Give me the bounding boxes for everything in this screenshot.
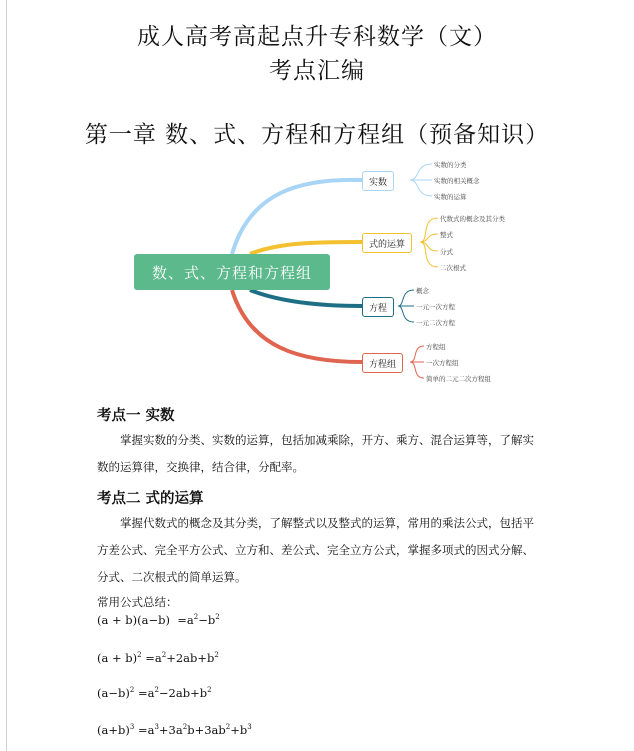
section1-heading: 考点一 实数 — [97, 408, 175, 424]
sub-connectors-shi — [420, 218, 438, 267]
branch-fangcheng: 方程 — [362, 297, 394, 317]
formulas-label: 常用公式总结： — [97, 595, 178, 609]
formula-4: $(a+b)^3 =a^3+3a^2b+3ab^2+b^3$ — [97, 723, 252, 737]
leaf-fangchengzu-2: 一次方程组 — [426, 359, 459, 367]
leaf-shi-4: 二次根式 — [440, 264, 466, 272]
mindmap-root: 数、式、方程和方程组 — [134, 254, 330, 290]
section2-heading: 考点二 式的运算 — [97, 491, 204, 507]
leaf-shishu-2: 实数的相关概念 — [434, 177, 480, 185]
chapter-title: 第一章 数、式、方程和方程组（预备知识） — [84, 122, 550, 148]
leaf-fangcheng-2: 一元一次方程 — [416, 303, 455, 311]
formula-2: $(a + b)^2 =a^2+2ab+b^2$ — [97, 651, 219, 665]
document-subtitle: 考点汇编 — [269, 58, 365, 84]
leaf-shishu-3: 实数的运算 — [434, 193, 467, 201]
connector-fangcheng — [250, 290, 362, 306]
leaf-fangchengzu-1: 方程组 — [426, 343, 446, 351]
mindmap — [120, 152, 520, 392]
formula-1: $(a + b)(a-b) =a^2-b^2$ — [97, 613, 220, 627]
sub-connectors-fangchengzu — [410, 346, 424, 378]
leaf-shi-3: 分式 — [440, 248, 453, 256]
leaf-fangcheng-1: 概念 — [416, 287, 429, 295]
branch-shishu: 实数 — [362, 171, 394, 191]
sub-connectors-shishu — [410, 164, 432, 196]
page-edge-rule — [6, 0, 7, 751]
section1-body: 掌握实数的分类、实数的运算，包括加减乘除，开方、乘方、混合运算等，了解实数的运算律，交换律，结合律，分配率。 — [97, 433, 534, 474]
leaf-shi-1: 代数式的概念及其分类 — [440, 215, 505, 223]
leaf-shi-2: 整式 — [440, 231, 453, 239]
branch-shi-yunsuan: 式的运算 — [362, 233, 412, 253]
leaf-fangchengzu-3: 简单的二元二次方程组 — [426, 375, 491, 383]
document-title: 成人高考高起点升专科数学（文） — [137, 24, 497, 50]
sub-connectors-fangcheng — [398, 290, 414, 322]
formula-3: $(a-b)^2 =a^2-2ab+b^2$ — [97, 686, 212, 700]
branch-fangchengzu: 方程组 — [362, 353, 403, 373]
leaf-shishu-1: 实数的分类 — [434, 161, 467, 169]
leaf-fangcheng-3: 一元二次方程 — [416, 319, 455, 327]
section2-body: 掌握代数式的概念及其分类，了解整式以及整式的运算，常用的乘法公式，包括平方差公式、完全平方公式、立方和、差公式、完全立方公式，掌握多项式的因式分解、分式、二次根式的简单运算。 — [97, 516, 534, 584]
connector-shi — [250, 242, 362, 254]
